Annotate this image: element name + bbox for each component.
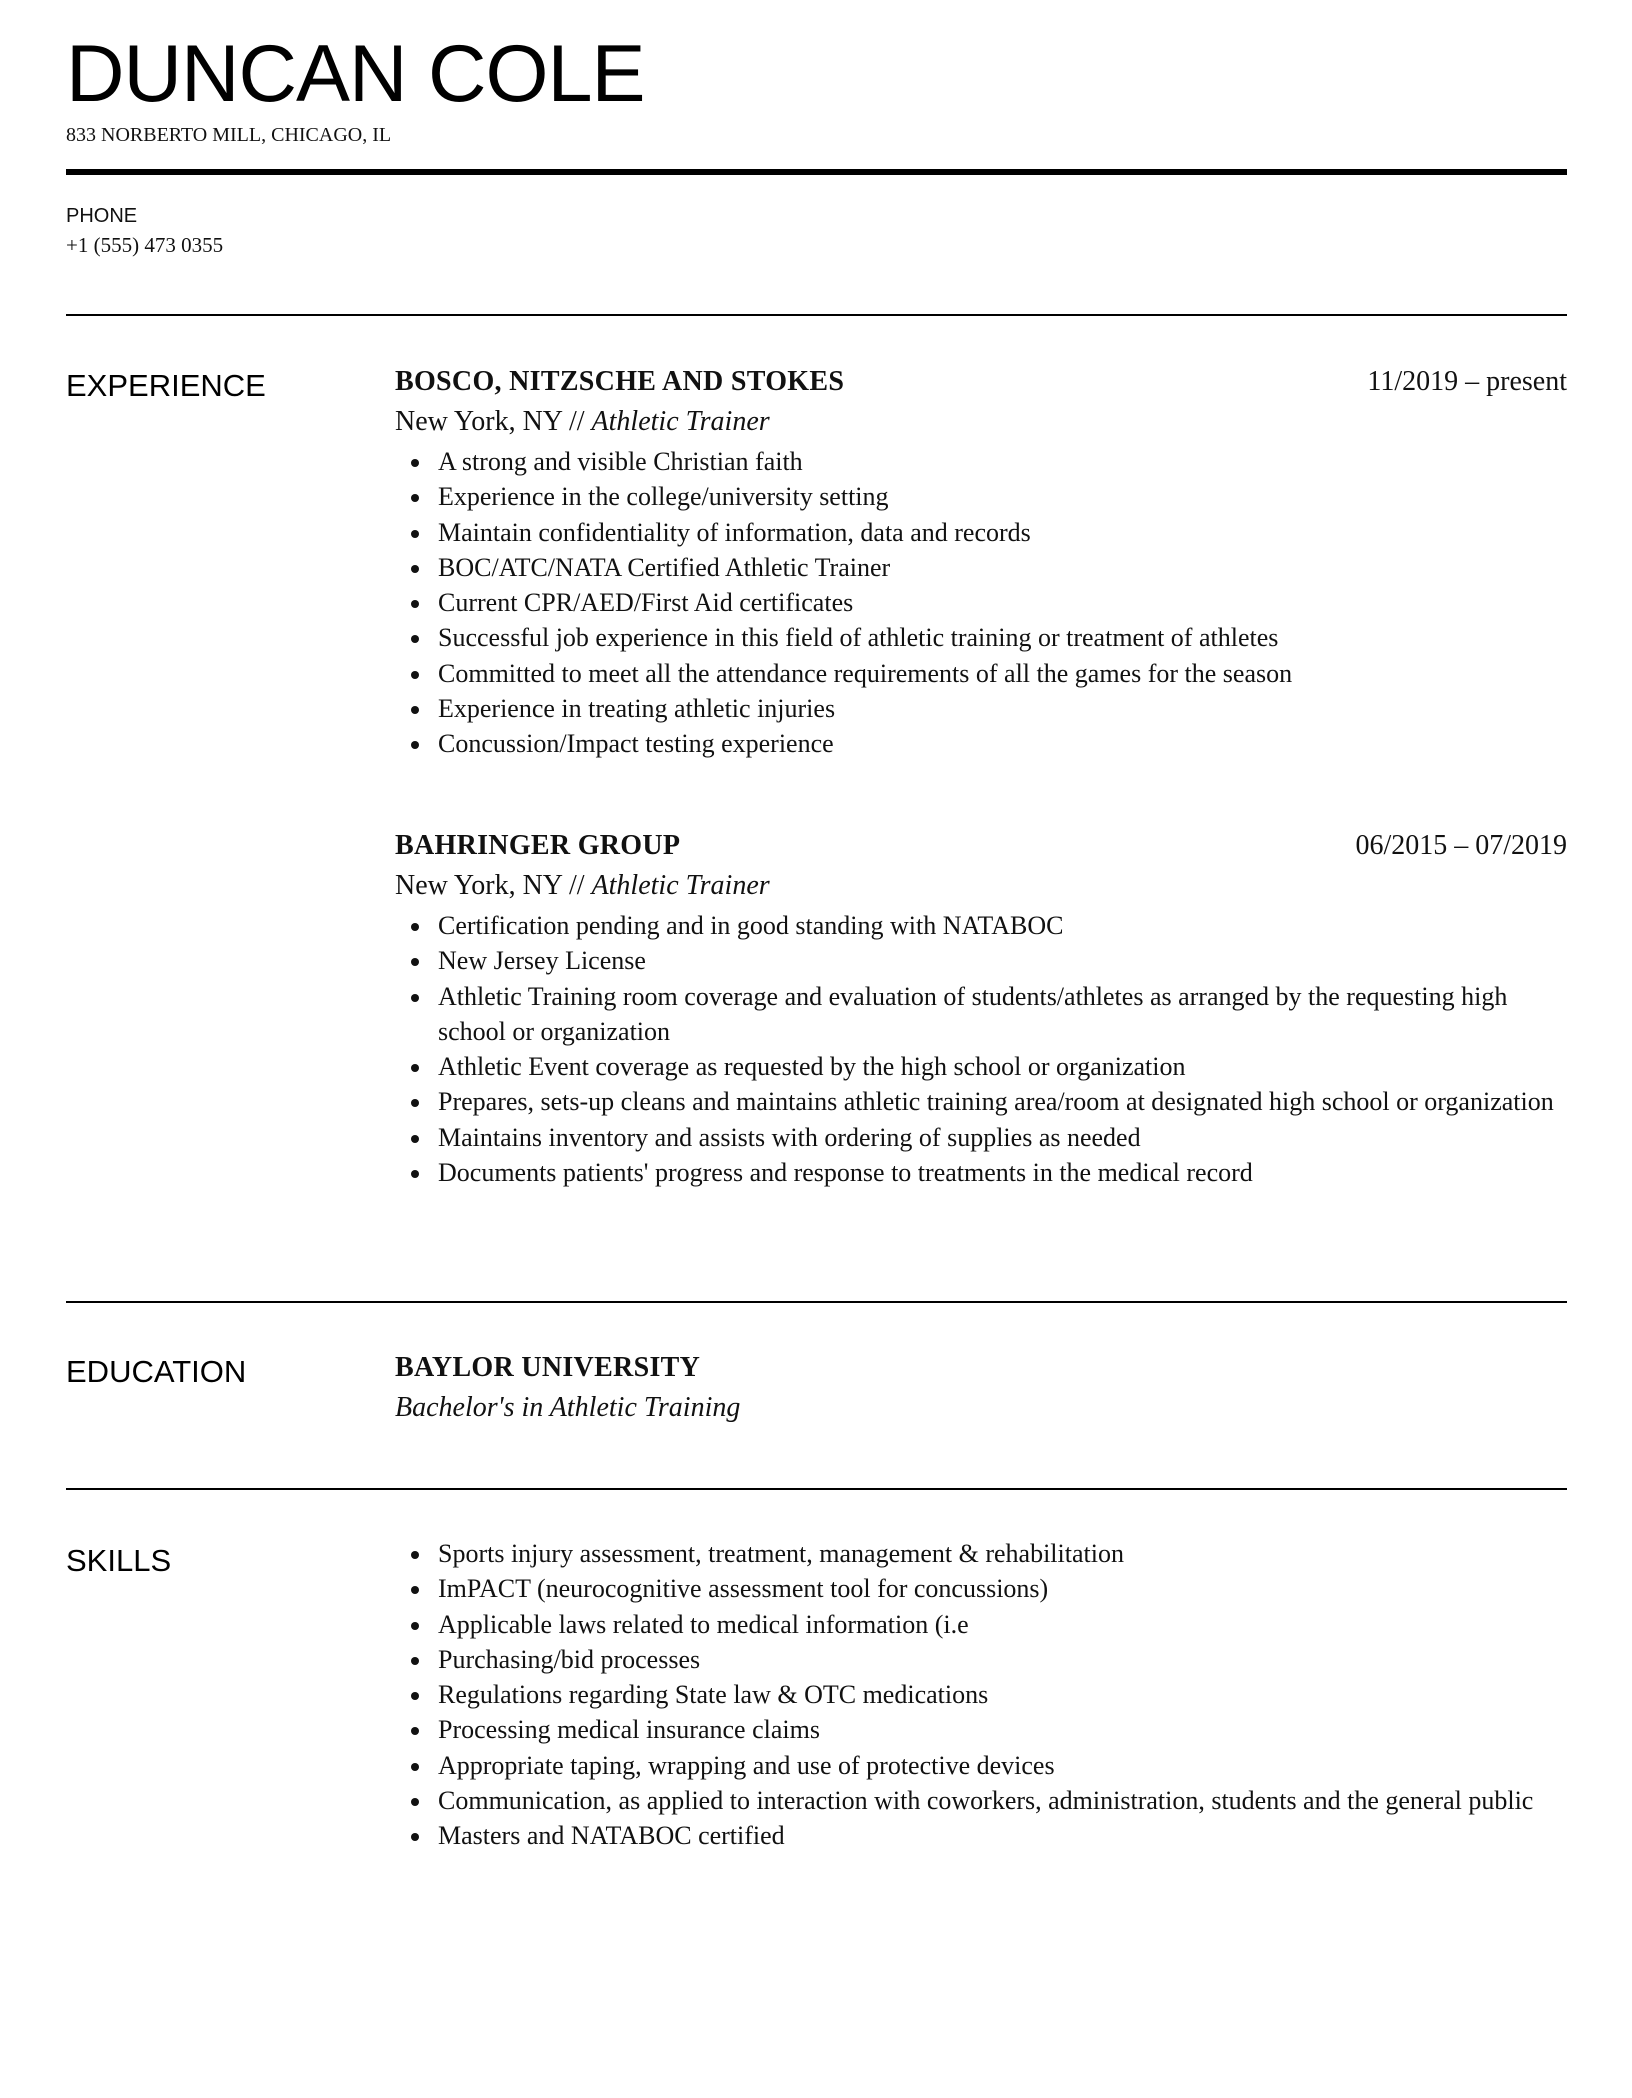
skill-item: ImPACT (neurocognitive assessment tool for concussions) xyxy=(395,1571,1567,1606)
education-divider xyxy=(66,1488,1567,1490)
job-header xyxy=(395,362,1567,402)
experience-heading: EXPERIENCE xyxy=(66,368,266,403)
job-bullets xyxy=(395,444,1567,762)
education-heading: EDUCATION xyxy=(66,1354,247,1389)
job-bullet: Maintain confidentiality of information, data and records xyxy=(395,515,1567,550)
job-role: Athletic Trainer xyxy=(591,406,770,437)
job-subtitle xyxy=(395,866,1567,906)
phone-label: PHONE xyxy=(66,205,138,227)
phone-value: +1 (555) 473 0355 xyxy=(66,233,224,257)
company-name: BAHRINGER GROUP xyxy=(395,830,681,861)
job-subtitle xyxy=(395,402,1567,442)
job-bullet: New Jersey License xyxy=(395,943,1567,978)
job-bullets xyxy=(395,908,1567,1190)
job-bullet: Documents patients' progress and response to treatments in the medical record xyxy=(395,1155,1567,1190)
job-separator: // xyxy=(561,870,592,901)
skill-item: Applicable laws related to medical information (i.e xyxy=(395,1607,1567,1642)
school-name: BAYLOR UNIVERSITY xyxy=(395,1352,701,1383)
candidate-name: DUNCAN COLE xyxy=(66,29,645,119)
job-bullet: Prepares, sets-up cleans and maintains athletic training area/room at designated high school or organization xyxy=(395,1084,1567,1119)
education-entry xyxy=(395,1348,1567,1428)
job-bullet: BOC/ATC/NATA Certified Athletic Trainer xyxy=(395,550,1567,585)
skills-heading: SKILLS xyxy=(66,1543,172,1578)
candidate-address: 833 NORBERTO MILL, CHICAGO, IL xyxy=(66,124,392,146)
skill-item: Appropriate taping, wrapping and use of protective devices xyxy=(395,1748,1567,1783)
job-bullet: Experience in the college/university setting xyxy=(395,479,1567,514)
experience-divider xyxy=(66,1301,1567,1303)
job-bullet: Certification pending and in good standing with NATABOC xyxy=(395,908,1567,943)
job-separator: // xyxy=(561,406,592,437)
job-bullet: Current CPR/AED/First Aid certificates xyxy=(395,585,1567,620)
experience-job xyxy=(395,826,1567,1190)
contact-divider xyxy=(66,314,1567,316)
job-header xyxy=(395,826,1567,866)
job-dates: 06/2015 – 07/2019 xyxy=(1355,830,1567,861)
job-location: New York, NY xyxy=(395,406,562,437)
experience-job xyxy=(395,362,1567,762)
company-name: BOSCO, NITZSCHE AND STOKES xyxy=(395,366,845,397)
job-bullet: Athletic Event coverage as requested by the high school or organization xyxy=(395,1049,1567,1084)
job-bullet: Athletic Training room coverage and evaluation of students/athletes as arranged by the requesting high school or organization xyxy=(395,979,1567,1050)
skill-item: Sports injury assessment, treatment, management & rehabilitation xyxy=(395,1536,1567,1571)
job-bullet: Experience in treating athletic injuries xyxy=(395,691,1567,726)
job-bullet: A strong and visible Christian faith xyxy=(395,444,1567,479)
skill-item: Masters and NATABOC certified xyxy=(395,1818,1567,1853)
job-bullet: Maintains inventory and assists with ordering of supplies as needed xyxy=(395,1120,1567,1155)
degree-name: Bachelor's in Athletic Training xyxy=(395,1392,741,1423)
skills-list xyxy=(395,1536,1567,1854)
job-bullet: Committed to meet all the attendance requirements of all the games for the season xyxy=(395,656,1567,691)
job-bullet: Successful job experience in this field of athletic training or treatment of athletes xyxy=(395,620,1567,655)
skill-item: Regulations regarding State law & OTC medications xyxy=(395,1677,1567,1712)
skill-item: Processing medical insurance claims xyxy=(395,1712,1567,1747)
job-location: New York, NY xyxy=(395,870,562,901)
skill-bullets xyxy=(395,1536,1567,1854)
job-dates: 11/2019 – present xyxy=(1367,366,1567,397)
skill-item: Communication, as applied to interaction with coworkers, administration, students and the general public xyxy=(395,1783,1567,1818)
skill-item: Purchasing/bid processes xyxy=(395,1642,1567,1677)
header-divider xyxy=(66,169,1567,175)
job-bullet: Concussion/Impact testing experience xyxy=(395,726,1567,761)
job-role: Athletic Trainer xyxy=(591,870,770,901)
